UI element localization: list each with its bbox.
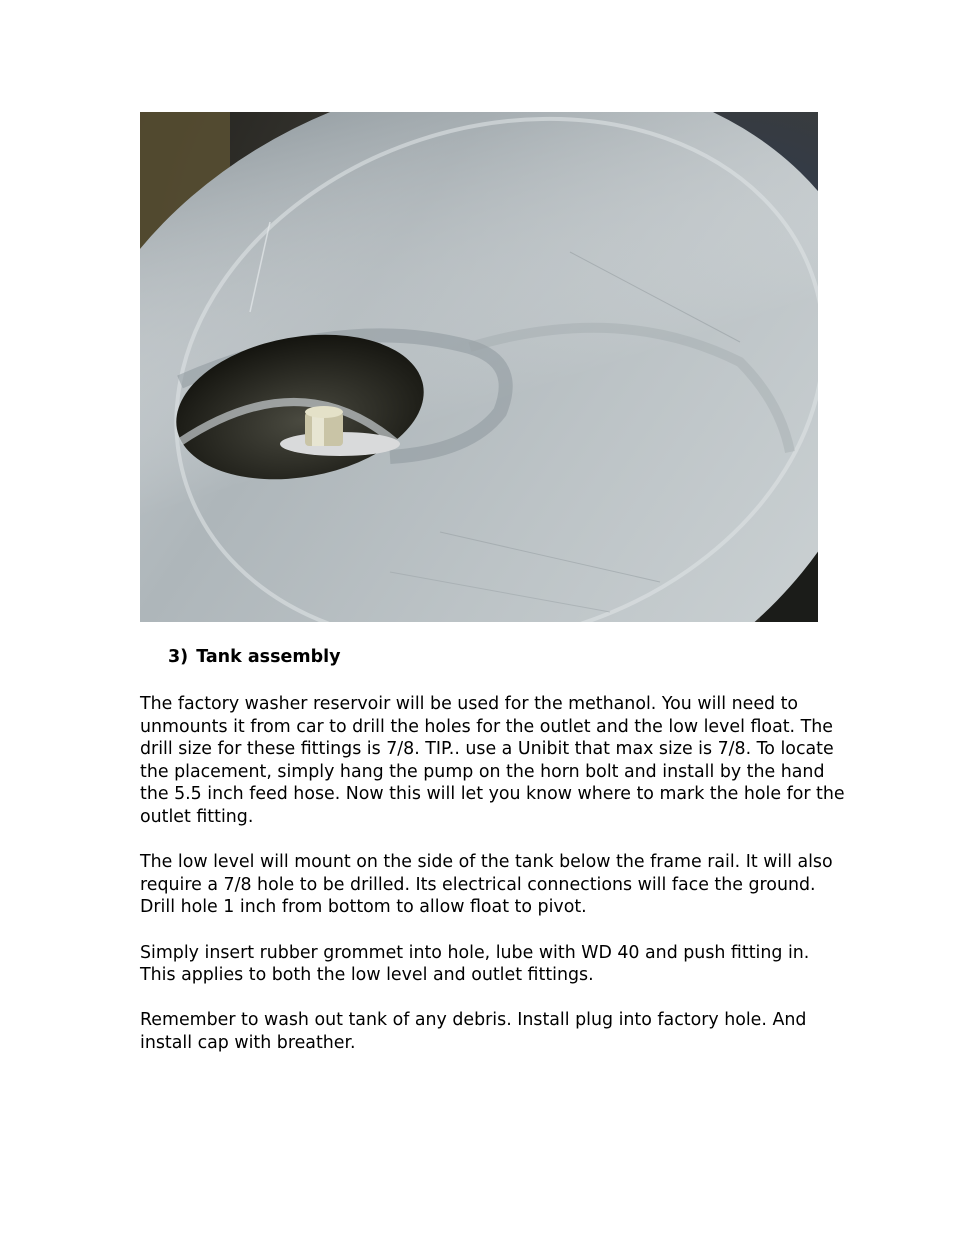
paragraph-line: The factory washer reservoir will be used for the methanol. You will need to [140, 694, 799, 714]
paragraph-line: drill size for these fittings is 7/8. TIP.. use a Unibit that max size is 7/8. To locate [140, 739, 834, 760]
instructions-body [140, 693, 845, 1077]
paragraph-line: This applies to both the low level and outlet fittings. [140, 965, 594, 986]
section-title: Tank assembly [196, 647, 341, 667]
paragraph-line: install cap with breather. [140, 1032, 356, 1053]
paragraph-line: the 5.5 inch feed hose. Now this will let you know where to mark the hole for the [140, 784, 845, 805]
paragraph-grommet [140, 942, 830, 987]
paragraph-line: outlet fitting. [140, 806, 254, 827]
paragraph-line: the placement, simply hang the pump on the horn bolt and install by the hand [140, 761, 825, 782]
paragraph-line: Simply insert rubber grommet into hole, lube with WD 40 and push fitting in. [140, 942, 810, 963]
tank-interior-photo [140, 112, 818, 622]
paragraph-line: require a 7/8 hole to be drilled. Its electrical connections will face the ground. [140, 874, 816, 895]
paragraph-cleanup [140, 1009, 830, 1054]
paragraph-low-level [140, 851, 833, 919]
paragraph-line: The low level will mount on the side of the tank below the frame rail. It will also [140, 852, 833, 873]
paragraph-line: Remember to wash out tank of any debris. Install plug into factory hole. And [140, 1010, 807, 1031]
paragraph-drilling [140, 693, 845, 829]
section-heading [168, 646, 341, 668]
section-number: 3) [168, 647, 189, 667]
paragraph-line: unmounts it from car to drill the holes for the outlet and the low level float. The [140, 716, 833, 737]
paragraph-line: Drill hole 1 inch from bottom to allow float to pivot. [140, 897, 587, 918]
